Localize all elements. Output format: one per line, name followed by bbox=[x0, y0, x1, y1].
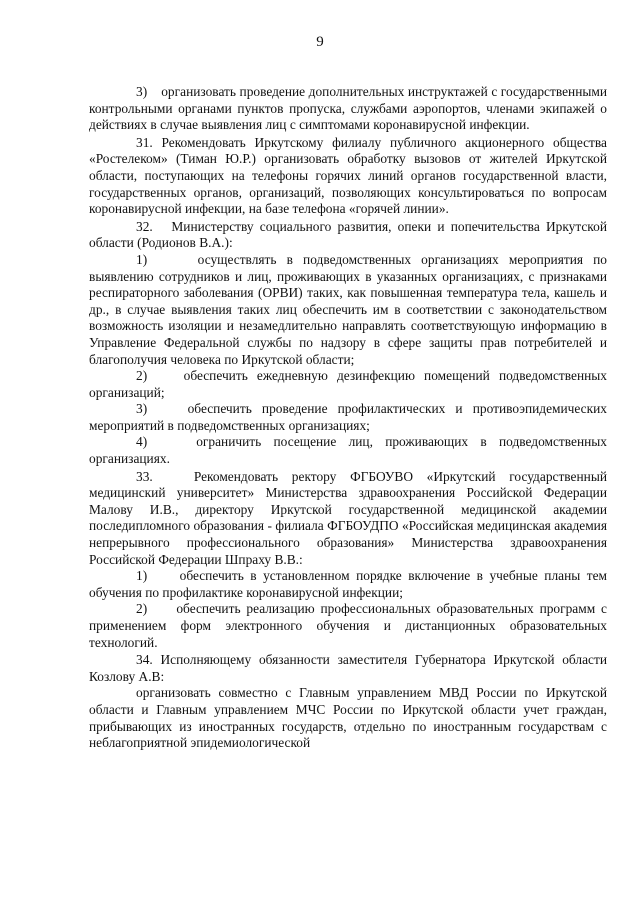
paragraph-32-social-ministry: 32. Министерству социального развития, опеки и попечительства Иркутской области (Родионов В.А.): bbox=[89, 218, 607, 251]
document-body bbox=[89, 84, 607, 752]
paragraph-32-item-4: 4) ограничить посещение лиц, проживающих в подведомственных организациях. bbox=[89, 434, 607, 467]
paragraph-34-deputy-governor: 34. Исполняющему обязанности заместителя Губернатора Иркутской области Козлову А.В: bbox=[89, 652, 607, 684]
paragraph-33-item-1: 1) обеспечить в установленном порядке включение в учебные планы тем обучения по профилактике коронавирусной инфекции; bbox=[89, 568, 607, 600]
paragraph-32-item-2: 2) обеспечить ежедневную дезинфекцию помещений подведомственных организаций; bbox=[89, 368, 607, 400]
paragraph-32-item-1: 1) осуществлять в подведомственных организациях мероприятия по выявлению сотрудников и лиц, проживающих в указанных организациях, с признаками респираторного заболевания (ОРВИ) таких, как повышенная температура тела, кашель и др., в случае выявления таких лиц обеспечить им в соответствии с законодательством возможность изоляции и незамедлительно направлять соответствующую информацию в Управление Федеральной службы по надзору в сфере защиты прав потребителей и благополучия человека по Иркутской области; bbox=[89, 251, 607, 367]
paragraph-33-medical-university: 33. Рекомендовать ректору ФГБОУВО «Иркутский государственный медицинский университет» Министерства здравоохранения Российской Федерации Малову И.В., директору Иркутской государственной медицинской академии последипломного образования - филиала ФГБОУДПО «Российская медицинская академия непрерывного профессионального образования» Министерства здравоохранения Российской Федерации Шпраху В.В.: bbox=[89, 468, 607, 567]
page-number: 9 bbox=[316, 34, 324, 50]
paragraph-33-item-2: 2) обеспечить реализацию профессиональных образовательных программ с применением форм электронного обучения и дистанционных образовательных технологий. bbox=[89, 601, 607, 650]
paragraph-item-3-briefings: 3) организовать проведение дополнительных инструктажей с государственными контрольными органами пунктов пропуска, службами аэропортов, членами экипажей о действиях в случае выявления лиц с симптомами коронавирусной инфекции. bbox=[89, 84, 607, 133]
paragraph-31-rostelecom: 31. Рекомендовать Иркутскому филиалу публичного акционерного общества «Ростелеком» (Тиман Ю.Р.) организовать обработку вызовов от жителей Иркутской области, поступающих на телефоны горячих линий органов государственной власти, государственных органов, организаций, позволяющих консультироваться по вопросам коронавирусной инфекции, на базе телефона «горячей линии». bbox=[89, 134, 607, 217]
paragraph-32-item-3: 3) обеспечить проведение профилактических и противоэпидемических мероприятий в подведомственных организациях; bbox=[89, 401, 607, 433]
paragraph-34-organize: организовать совместно с Главным управлением МВД России по Иркутской области и Главным управлением МЧС России по Иркутской области учет граждан, прибывающих из иностранных государств, отдельно по иностранным государствам с неблагоприятной эпидемиологической bbox=[89, 685, 607, 751]
